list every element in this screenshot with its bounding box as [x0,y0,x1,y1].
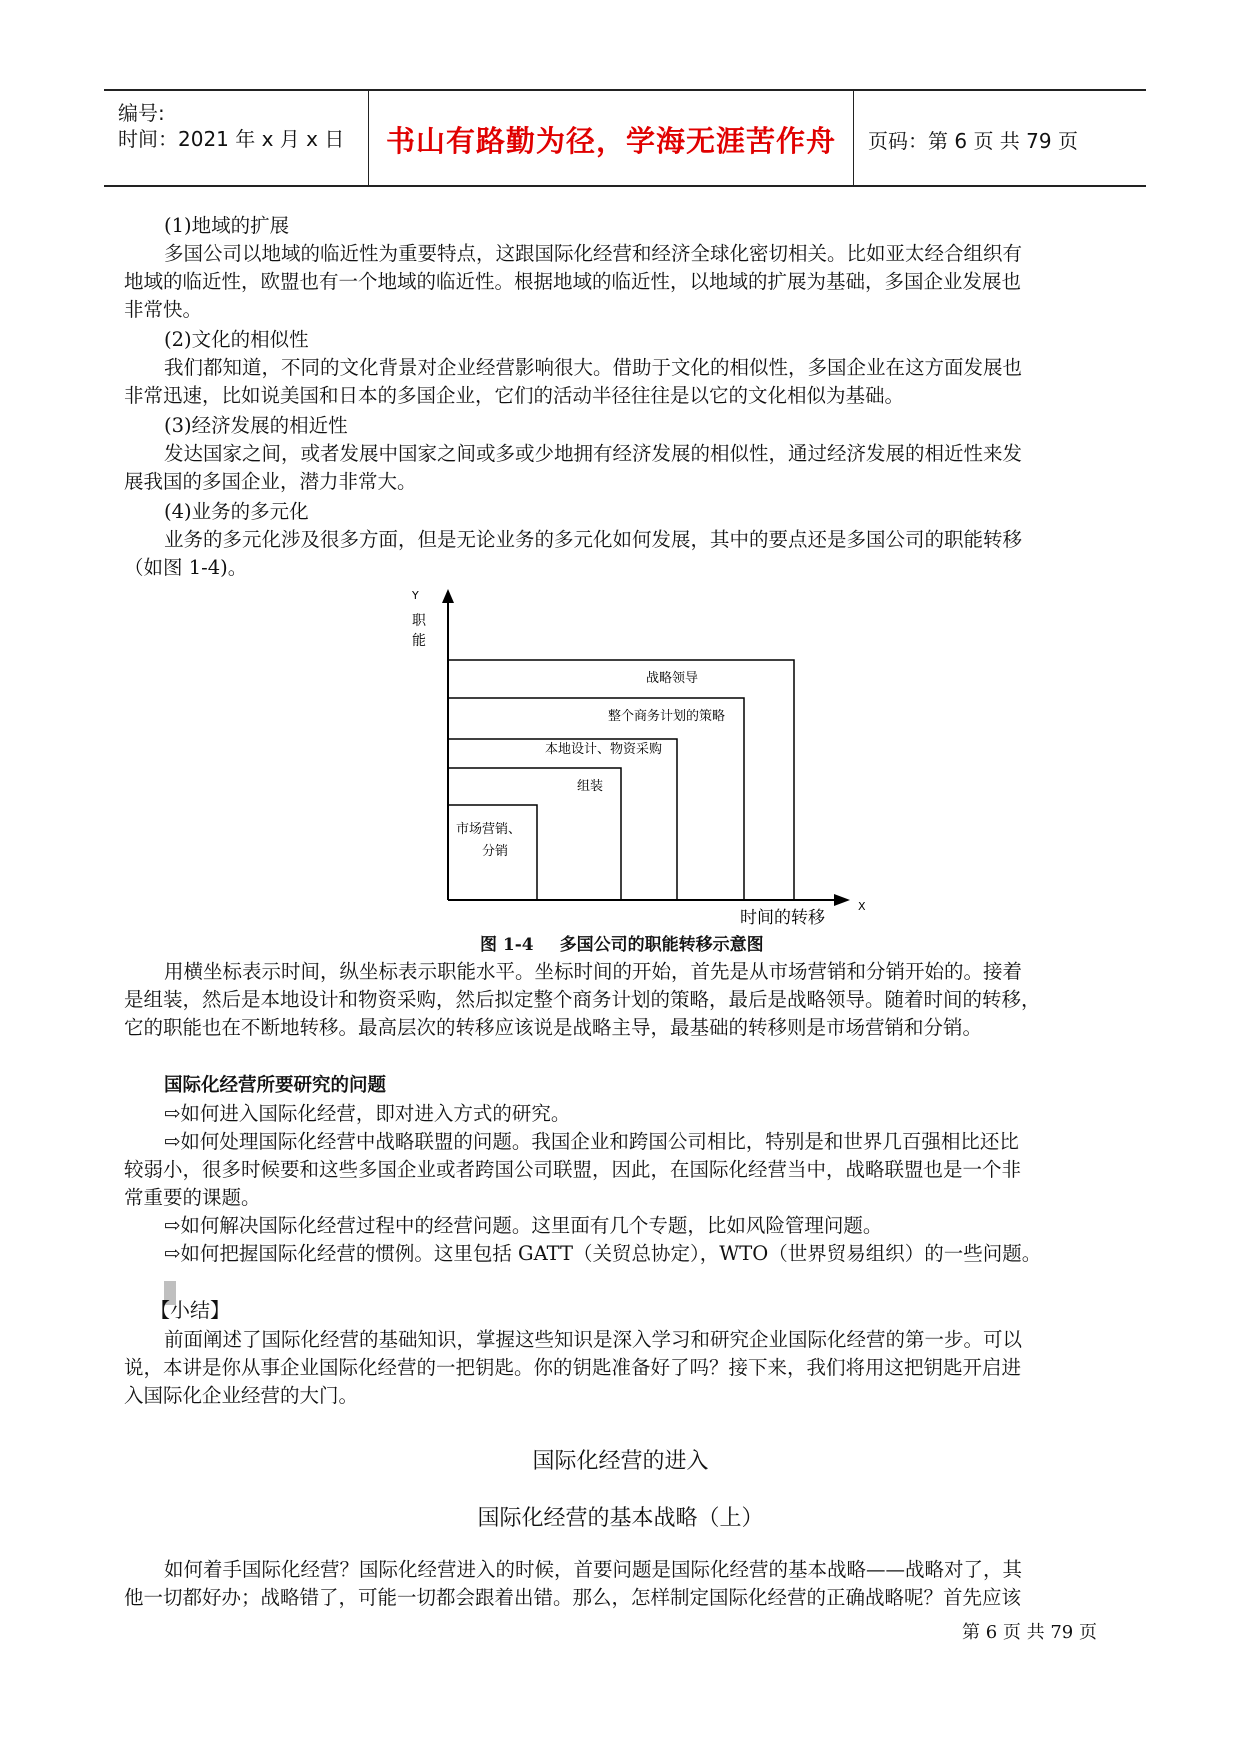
document-number-label: 编号: [118,101,165,125]
stage-label-strategic-leadership: 战略领导 [646,671,699,686]
issue-item: ⇨如何解决国际化经营过程中的经营问题。这里面有几个专题，比如风险管理问题。 [164,1214,883,1237]
header-page-number: 页码：第 6 页 共 79 页 [868,129,1078,153]
stage-label-local-design: 本地设计、物资采购 [545,742,663,757]
summary-line: 说，本讲是你从事企业国际化经营的一把钥匙。你的钥匙准备好了吗？接下来，我们将用这把钥匙开启进 [124,1356,1022,1379]
header-motto-cell [369,91,854,185]
x-axis-label: 时间的转移 [740,908,825,928]
issue-item: ⇨如何把握国际化经营的惯例。这里包括 GATT（关贸总协定），WTO（世界贸易组织）的一些问题。 [164,1242,1042,1265]
function-transfer-diagram [400,585,920,930]
section-title: (2)文化的相似性 [164,328,309,351]
y-axis-arrow [442,589,454,603]
paragraph-line: 他一切都好办；战略错了，可能一切都会跟着出错。那么，怎样制定国际化经营的正确战略呢？首先应该 [124,1586,1022,1609]
x-axis-letter: X [858,900,866,913]
footer-page-number: 第 6 页 共 79 页 [962,1622,1097,1643]
issues-heading: 国际化经营所要研究的问题 [164,1075,387,1096]
section-title: (4)业务的多元化 [164,500,309,523]
paragraph-line: 非常迅速，比如说美国和日本的多国企业，它们的活动半径往往是以它的文化相似为基础。 [124,384,905,407]
issue-item-continued: 常重要的课题。 [124,1186,261,1209]
header-page-cell [854,91,1146,185]
summary-heading: 【小结】 [150,1298,230,1322]
stage-label-marketing-line1: 市场营销、 [456,822,522,837]
figure-caption-number: 图 1-4 [480,935,534,955]
paragraph-line: 如何着手国际化经营？国际化经营进入的时候，首要问题是国际化经营的基本战略——战略对了，其 [164,1558,1023,1581]
issue-item-continued: 较弱小，很多时候要和这些多国企业或者跨国公司联盟，因此，在国际化经营当中，战略联盟也是一个非 [124,1158,1022,1181]
issue-item: ⇨如何处理国际化经营中战略联盟的问题。我国企业和跨国公司相比，特别是和世界几百强相比还比 [164,1130,1019,1153]
stage-label-assembly: 组装 [577,779,604,794]
paragraph-line: 发达国家之间，或者发展中国家之间或多或少地拥有经济发展的相似性，通过经济发展的相近性来发 [164,442,1023,465]
section-heading-strategy: 国际化经营的基本战略（上） [477,1506,764,1531]
section-title: (1)地域的扩展 [164,214,290,237]
paragraph-line: 业务的多元化涉及很多方面，但是无论业务的多元化如何发展，其中的要点还是多国公司的职能转移 [164,528,1023,551]
paragraph-line: 非常快。 [124,298,203,321]
header-meta-cell [104,91,369,185]
paragraph-line: （如图 1-4)。 [124,556,248,579]
paragraph-line: 它的职能也在不断地转移。最高层次的转移应该说是战略主导，最基础的转移则是市场营销和分销。 [124,1016,983,1039]
paragraph-line: 是组装，然后是本地设计和物资采购，然后拟定整个商务计划的策略，最后是战略领导。随着时间的转移， [124,988,1041,1011]
stage-box-local-design [448,739,677,900]
stage-label-business-plan: 整个商务计划的策略 [608,709,726,724]
document-date-label: 时间：2021 年 x 月 x 日 [118,127,345,151]
y-axis-label-char-2: 能 [412,633,426,649]
paragraph-line: 地域的临近性，欧盟也有一个地域的临近性。根据地域的临近性，以地域的扩展为基础，多国企业发展也 [124,270,1022,293]
figure-caption [480,930,764,955]
y-axis-label-char-1: 职 [412,613,426,629]
summary-line: 入国际化企业经营的大门。 [124,1384,359,1407]
section-heading-entry: 国际化经营的进入 [532,1449,709,1474]
figure-caption-text: 多国公司的职能转移示意图 [559,935,764,955]
stage-label-marketing-line2: 分销 [482,844,509,859]
section-title: (3)经济发展的相近性 [164,414,348,437]
paragraph-line: 多国公司以地域的临近性为重要特点，这跟国际化经营和经济全球化密切相关。比如亚太经合组织有 [164,242,1023,265]
paragraph-line: 展我国的多国企业，潜力非常大。 [124,470,417,493]
y-axis-letter: Y [412,589,419,602]
issue-item: ⇨如何进入国际化经营，即对进入方式的研究。 [164,1102,571,1125]
page-header [104,89,1146,187]
stage-box-business-plan [448,698,744,900]
summary-line: 前面阐述了国际化经营的基础知识，掌握这些知识是深入学习和研究企业国际化经营的第一步。可以 [164,1328,1023,1351]
header-motto: 书山有路勤为径，学海无涯苦作舟 [385,124,836,158]
paragraph-line: 用横坐标表示时间，纵坐标表示职能水平。坐标时间的开始，首先是从市场营销和分销开始的。接着 [164,960,1023,983]
x-axis-arrow [834,894,850,906]
paragraph-line: 我们都知道，不同的文化背景对企业经营影响很大。借助于文化的相似性，多国企业在这方面发展也 [164,356,1023,379]
